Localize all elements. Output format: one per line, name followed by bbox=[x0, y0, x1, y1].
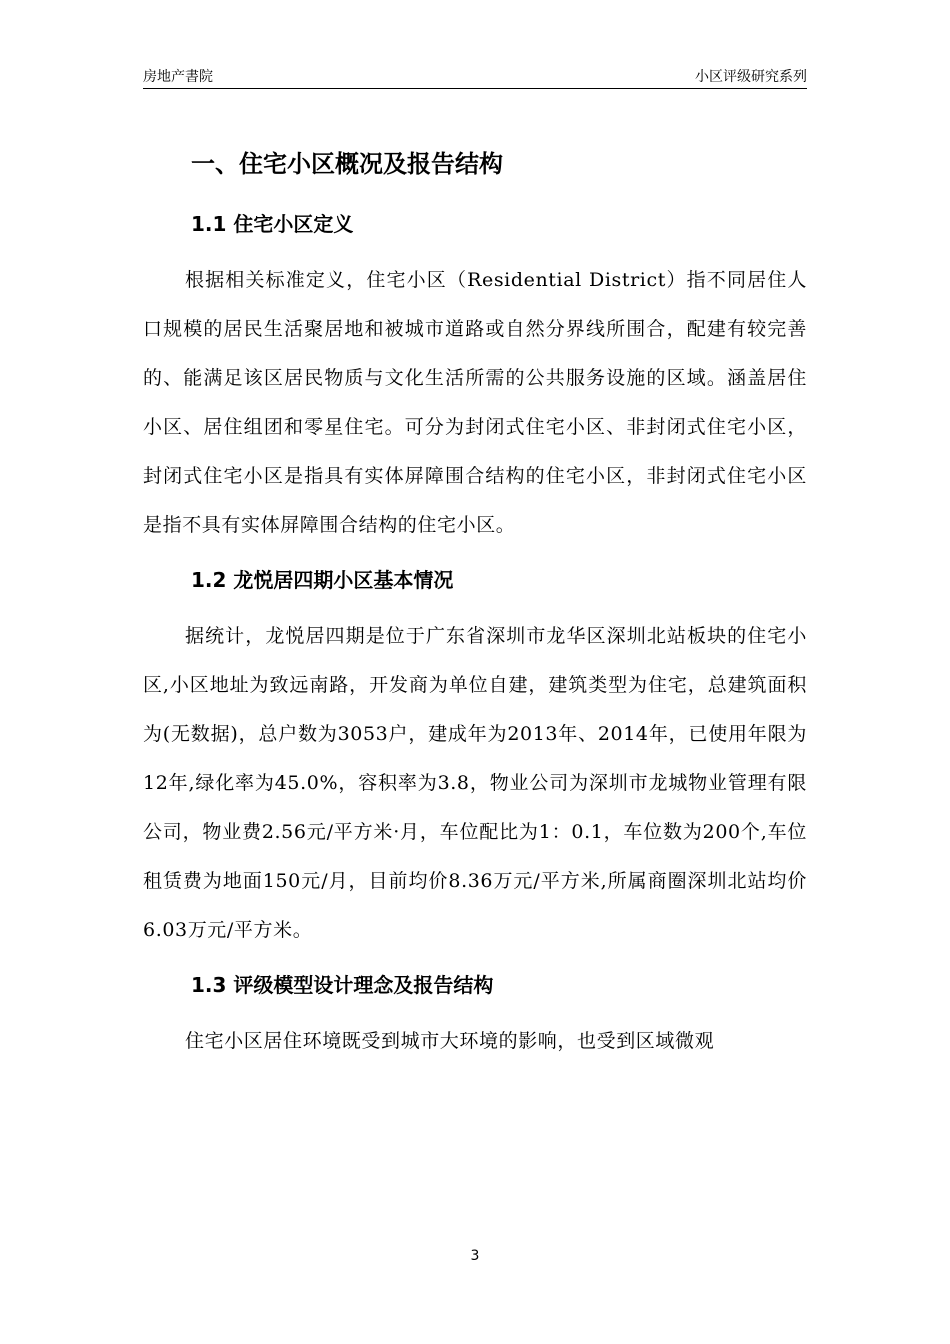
header-publisher: 房地产書院 bbox=[143, 69, 213, 85]
section-1-1-paragraph: 根据相关标准定义，住宅小区（Residential District）指不同居住人口规模的居民生活聚居地和被城市道路或自然分界线所围合，配建有较完善的、能满足该区居民物质与文化生活所需的公共服务设施的区域。涵盖居住小区、居住组团和零星住宅。可分为封闭式住宅小区、非封闭式住宅小区，封闭式住宅小区是指具有实体屏障围合结构的住宅小区，非封闭式住宅小区是指不具有实体屏障围合结构的住宅小区。 bbox=[143, 269, 807, 536]
header-series-title: 小区评级研究系列 bbox=[695, 69, 807, 85]
chapter-title: 一、住宅小区概况及报告结构 bbox=[191, 150, 503, 178]
section-1-2-title: 1.2 龙悦居四期小区基本情况 bbox=[191, 568, 454, 592]
section-1-2-paragraph: 据统计，龙悦居四期是位于广东省深圳市龙华区深圳北站板块的住宅小区,小区地址为致远南路，开发商为单位自建，建筑类型为住宅，总建筑面积为(无数据)，总户数为3053户，建成年为2013年、2014年，已使用年限为12年,绿化率为45.0%，容积率为3.8，物业公司为深圳市龙城物业管理有限公司，物业费2.56元/平方米·月，车位配比为1：0.1，车位数为200个,车位租赁费为地面150元/月，目前均价8.36万元/平方米,所属商圈深圳北站均价6.03万元/平方米。 bbox=[143, 625, 807, 941]
section-1-1-title: 1.1 住宅小区定义 bbox=[191, 212, 354, 236]
section-1-3-title: 1.3 评级模型设计理念及报告结构 bbox=[191, 973, 494, 997]
section-1-3-paragraph: 住宅小区居住环境既受到城市大环境的影响，也受到区域微观 bbox=[185, 1030, 715, 1052]
page-number: 3 bbox=[470, 1248, 480, 1264]
page-header bbox=[143, 66, 807, 89]
page-content bbox=[143, 140, 807, 1066]
